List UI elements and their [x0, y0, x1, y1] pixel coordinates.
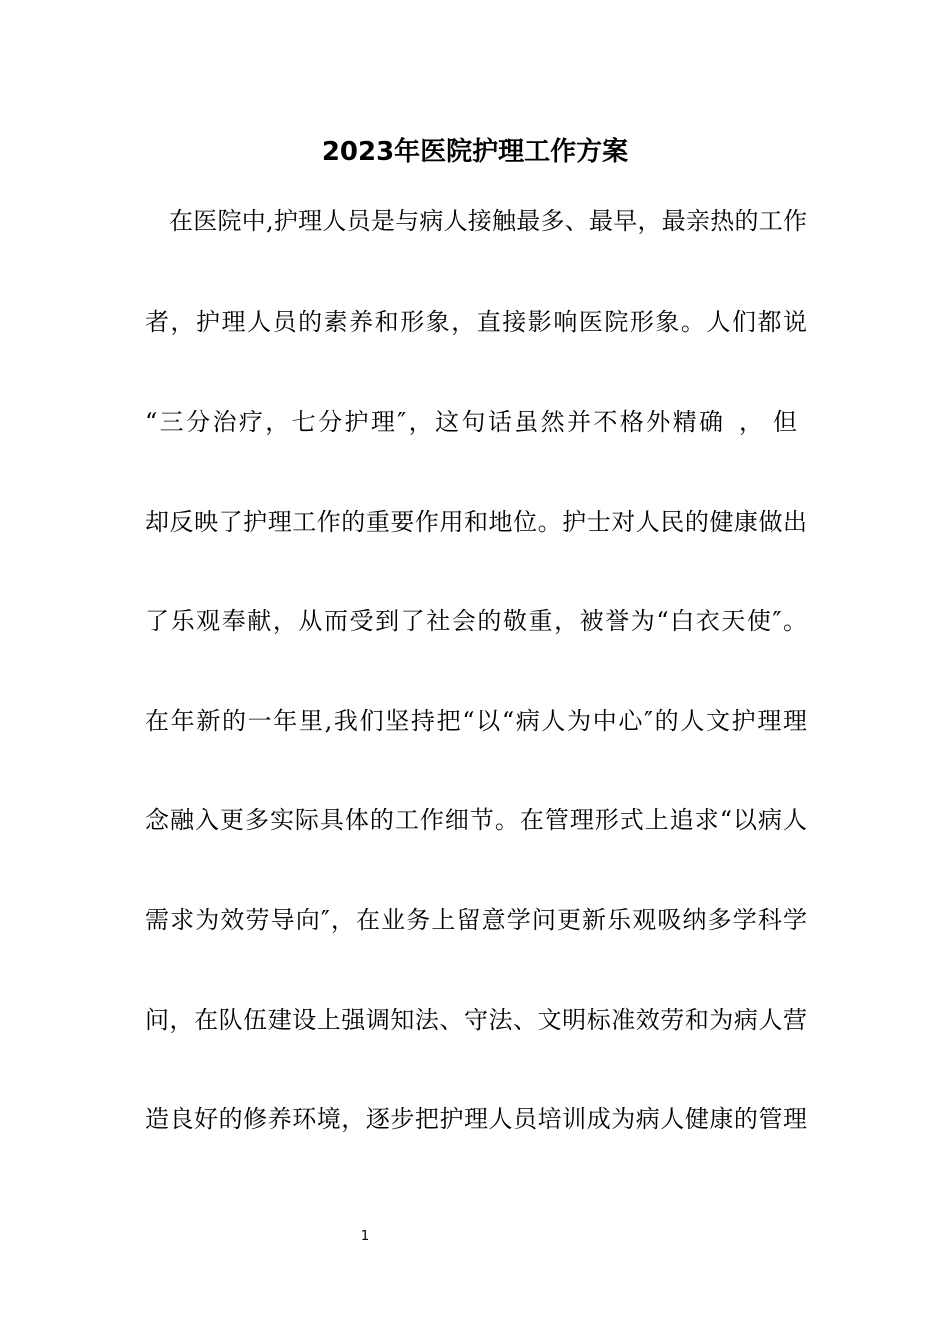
- paragraph-line: 在年新的一年里,我们坚持把“以“病人为中心″的人文护理理: [145, 707, 807, 735]
- paragraph-line-tail: ，但: [739, 408, 807, 436]
- document-title: 2023年医院护理工作方案: [321, 137, 629, 167]
- paragraph-line-text: “三分治疗，七分护理″，这句话虽然并不格外精确: [145, 408, 726, 436]
- paragraph-line: [145, 402, 807, 442]
- paragraph-line: 在医院中,护理人员是与病人接触最多、最早，最亲热的工作: [169, 207, 807, 235]
- page-number: 1: [360, 1229, 370, 1244]
- paragraph-line: 者，护理人员的素养和形象，直接影响医院形象。人们都说: [145, 308, 807, 336]
- paragraph-line: 却反映了护理工作的重要作用和地位。护士对人民的健康做出: [145, 508, 807, 536]
- paragraph-line: 念融入更多实际具体的工作细节。在管理形式上追求“以病人: [145, 806, 807, 834]
- paragraph-line: 问，在队伍建设上强调知法、守法、文明标准效劳和为病人营: [145, 1006, 807, 1034]
- paragraph-line: 需求为效劳导向″，在业务上留意学问更新乐观吸纳多学科学: [145, 906, 807, 934]
- paragraph-line: 了乐观奉献，从而受到了社会的敬重，被誉为“白衣天使″。: [145, 607, 807, 635]
- paragraph-line: 造良好的修养环境，逐步把护理人员培训成为病人健康的管理: [145, 1105, 807, 1133]
